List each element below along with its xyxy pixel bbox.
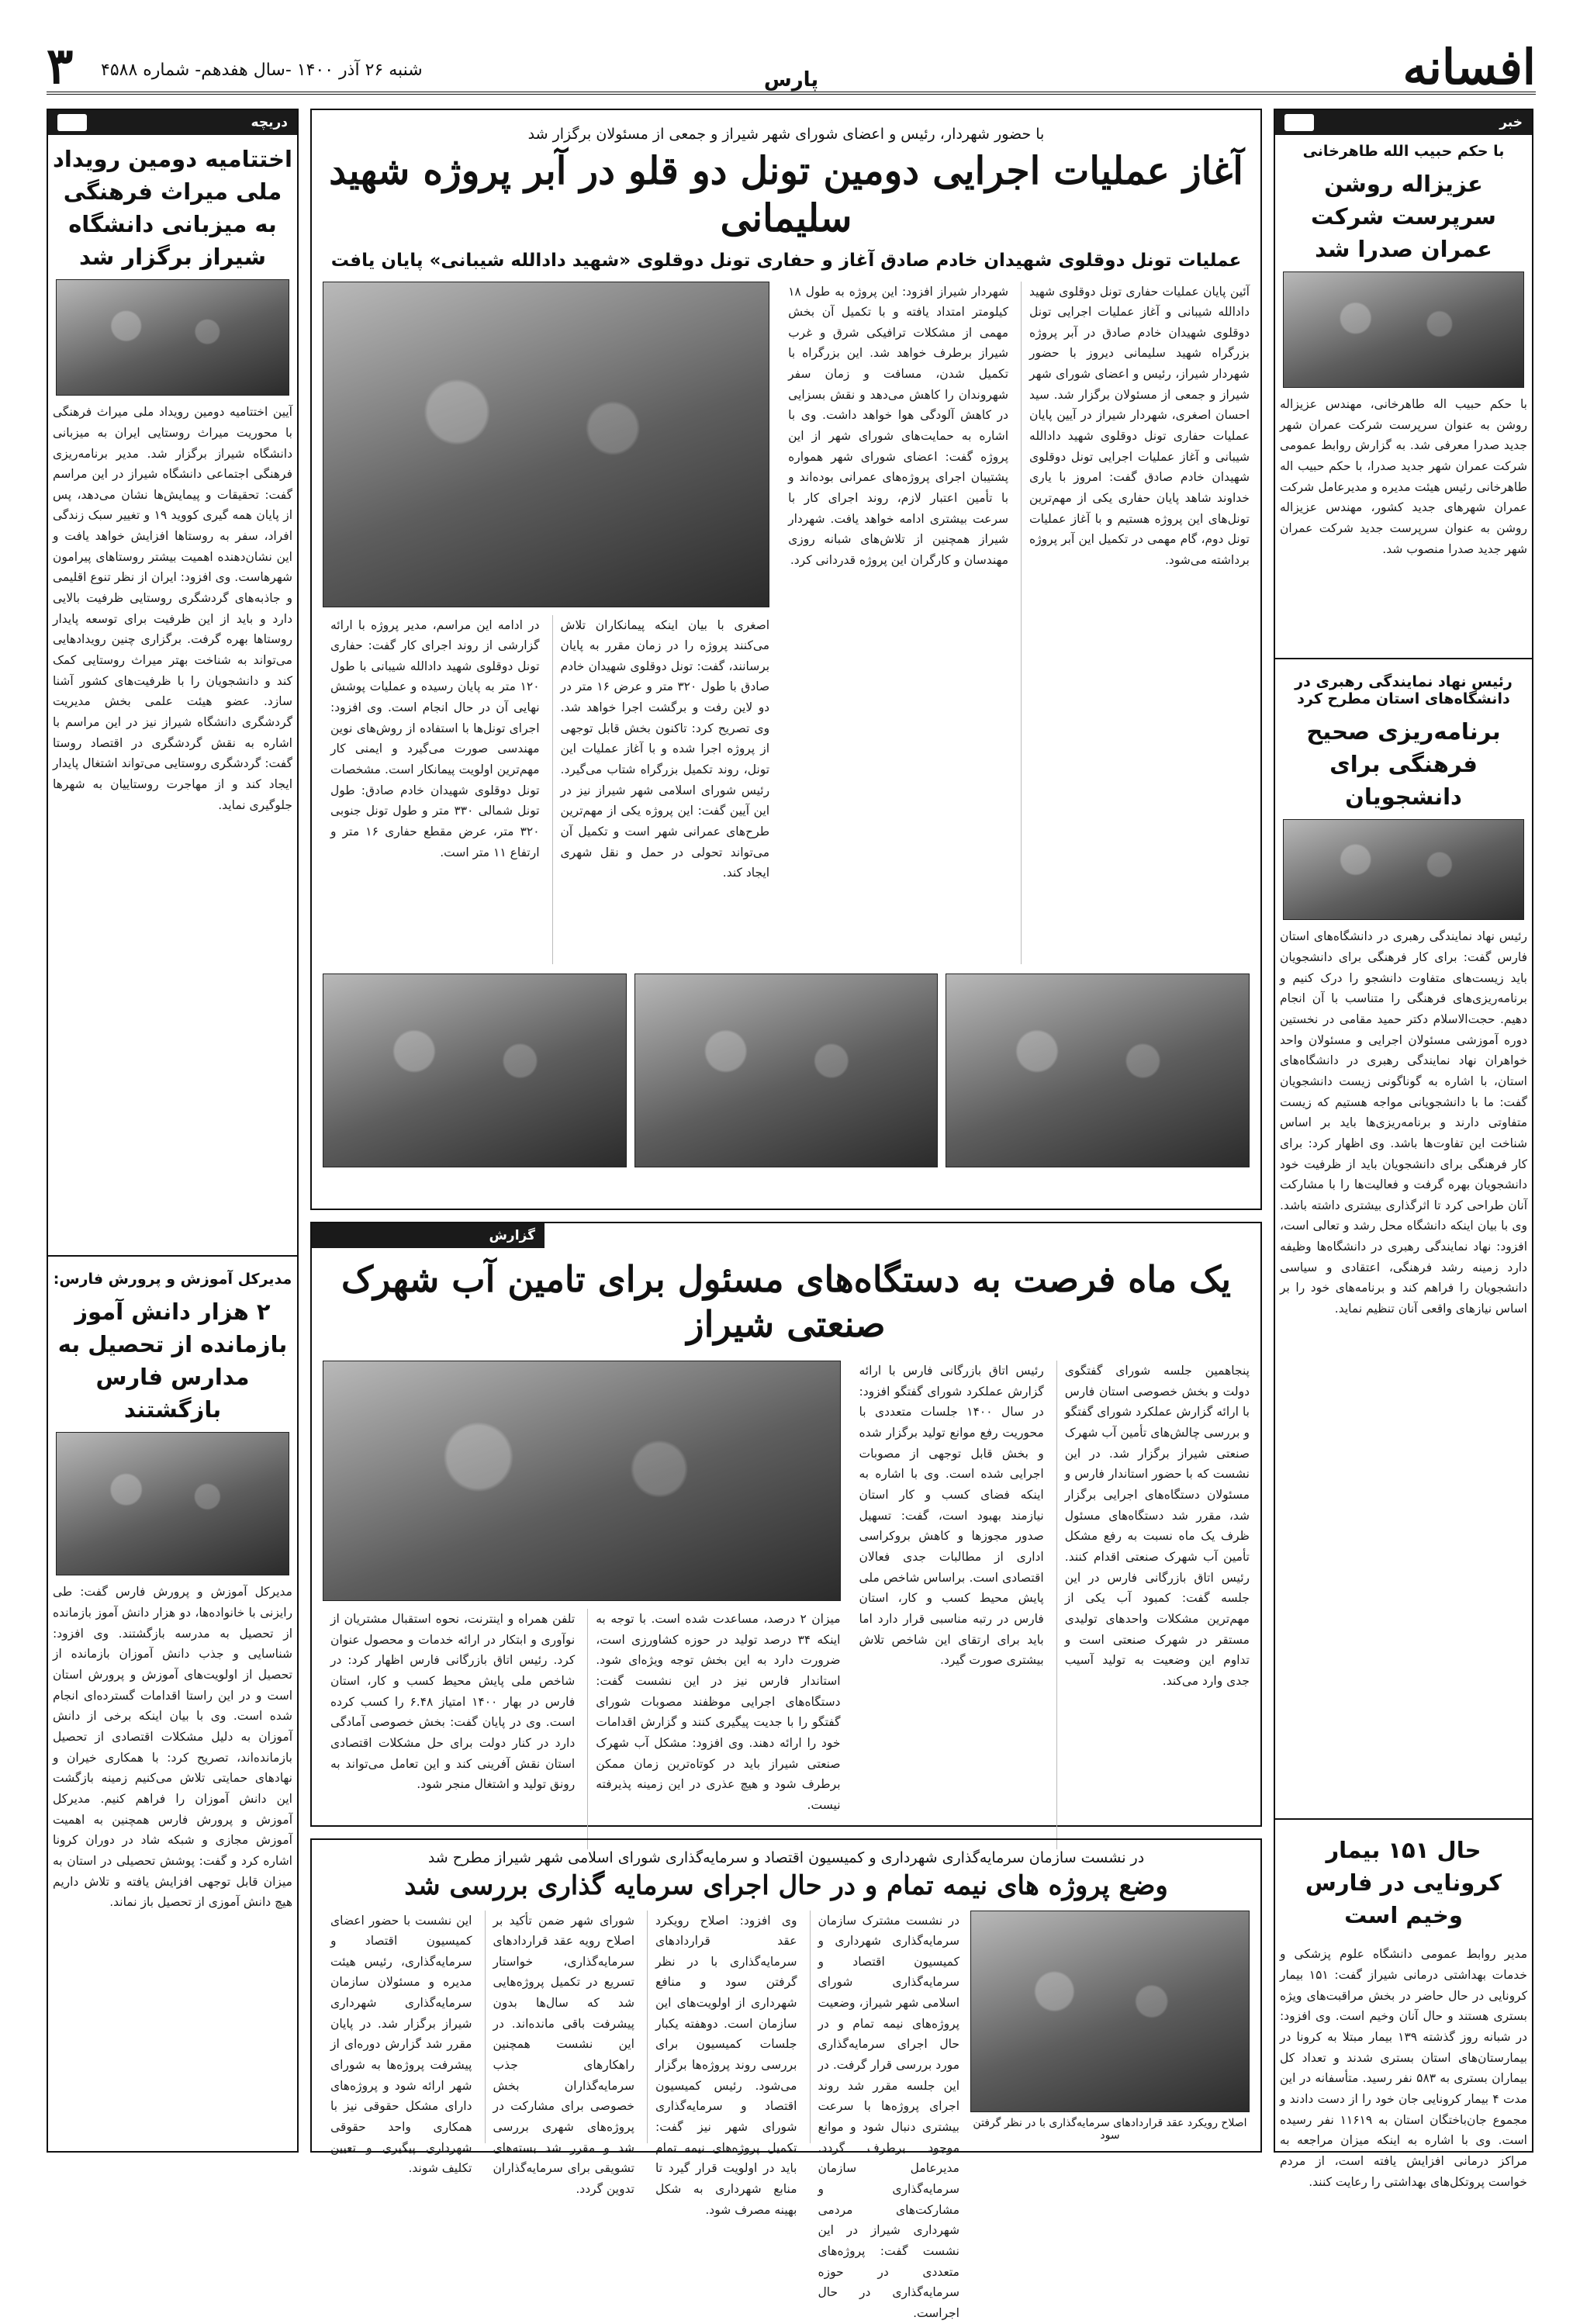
lead-article bbox=[310, 109, 1262, 1210]
lead-photo-group bbox=[323, 974, 627, 1167]
lead-photo-officials bbox=[323, 282, 769, 607]
story1-text: با حکم حبیب اله طاهرخانی، مهندس عزیزاله روشن به عنوان سرپرست شرکت عمران شهر جدید صدرا معرفی شد. به گزارش روابط عمومی شرکت عمران شهر جدید صدرا، با حکم حبیب اله طاهرخانی رئیس هیئت مدیره و مدیرعامل شرکت عمران شهرهای جدید کشور، مهندس عزیزاله روشن به عنوان سرپرست جدید شرکت عمران شهر جدید صدرا منصوب شد. bbox=[1280, 397, 1527, 556]
story2-kicker: رئیس نهاد نمایندگی رهبری در دانشگاه‌های استان مطرح کرد bbox=[1295, 673, 1513, 708]
portrait-photo bbox=[1283, 271, 1524, 388]
book-icon bbox=[57, 114, 87, 131]
lead-photo-crowd bbox=[946, 974, 1250, 1167]
story3-text: مدیر روابط عمومی دانشگاه علوم پزشکی و خدمات بهداشتی درمانی شیراز گفت: ۱۵۱ بیمار کرونایی در حال حاضر در بخش مراقبت‌های ویژه بستری هستند و حال آنان وخیم است. وی افزود: در شبانه روز گذشته ۱۳۹ بیمار مبتلا به کرونا در بیمارستان‌های استان بستری شدند و تعداد کل بیماران بستری به ۵۸۳ نفر رسید. متأسفانه در این مدت ۴ بیمار کرونایی جان خود را از دست دادند و مجموع جان‌باختگان استان به ۱۱۶۱۹ نفر رسیده است. وی با اشاره به اینکه میزان مراجعه به مراکز درمانی افزایش یافته است، از مردم خواست پروتکل‌های بهداشتی را رعایت کنند. bbox=[1280, 1947, 1527, 2189]
report-col-2: رئیس اتاق بازرگانی فارس با ارائه گزارش عملکرد شورای گفتگو افزود: در سال ۱۴۰۰ جلسات متعددی با محوریت رفع موانع تولید برگزار شده و بخش قابل توجهی از مصوبات اجرایی شده است. وی با اشاره به اینکه فضای کسب و کار استان نیازمند بهبود است، گفت: تسهیل صدور مجوزها و کاهش بروکراسی اداری از مطالبات جدی فعالان اقتصادی است. براساس شاخص ملی پایش محیط کسب و کار، استان فارس در رتبه مناسبی قرار دارد اما باید برای ارتقای این شاخص تلاش بیشتری صورت گیرد. bbox=[859, 1364, 1044, 1668]
right-column bbox=[1274, 109, 1533, 2189]
section-name: پارس bbox=[763, 68, 819, 92]
left-story1-text: آیین اختتامیه دومین رویداد ملی میراث فرهنگی با محوریت میراث روستایی ایران به میزبانی دانشگاه شیراز برگزار شد. مدیر برنامه‌ریزی فرهنگی اجتماعی دانشگاه شیراز در این مراسم گفت: تحقیقات و پیمایش‌ها نشان می‌دهد، پس از پایان همه گیری کووید ۱۹ و تغییر سبک زندگی افراد، سفر به روستاها افزایش خواهد یافت و این نشان‌دهنده اهمیت بیشتر روستاهای پیرامون شهرهاست. وی افزود: ایران از نظر تنوع اقلیمی و جاذبه‌های گردشگری روستایی ظرفیت بالایی دارد و باید از این ظرفیت برای توسعه پایدار روستاها بهره گرفت. برگزاری چنین رویدادهایی می‌تواند به شناخت بهتر میراث روستایی کمک کند و دانشجویان را با ظرفیت‌های کشور آشنا سازد. عضو هیئت علمی بخش مدیریت گردشگری دانشگاه شیراز نیز در این مراسم با اشاره به نقش گردشگری در اقتصاد روستا گفت: گردشگری روستایی می‌تواند اشتغال پایدار ایجاد کند و از مهاجرت روستاییان به شهرها جلوگیری نماید. bbox=[53, 405, 293, 812]
bottom-col-3: شورای شهر ضمن تأکید بر اصلاح رویه عقد قراردادهای سرمایه‌گذاری، خواستار تسریع در تکمیل پروژه‌هایی شد که سال‌ها بدون پیشرفت باقی مانده‌اند. در این نشست همچنین راهکارهای جذب سرمایه‌گذاران بخش خصوصی برای مشارکت در پروژه‌های شهری بررسی شد و مقرر شد بسته‌های تشویقی برای سرمایه‌گذاران تدوین گردد. bbox=[485, 1911, 635, 2143]
story2-text: رئیس نهاد نمایندگی رهبری در دانشگاه‌های استان فارس گفت: برای کار فرهنگی برای دانشجویان باید زیست‌های متفاوت دانشجو را درک کنیم و برنامه‌ریزی‌های فرهنگی را متناسب با آن انجام دهیم. حجت‌الاسلام دکتر حمید مقامی در نخستین دوره آموزشی مسئولان اجرایی و مسئولان واحد خواهران نهاد نمایندگی رهبری در دانشگاه‌های استان، با اشاره به گوناگونی زیست دانشجویان گفت: ما با دانشجویانی مواجه هستیم که زیست متفاوتی دارند و برنامه‌ریزی‌ها باید بر اساس شناخت این تفاوت‌ها باشد. وی اظهار کرد: برای کار فرهنگی برای دانشجویان باید از ظرفیت خود دانشجویان بهره گرفت و فعالیت‌ها را با مشارکت آنان طراحی کرد تا اثرگذاری بیشتری داشته باشد. وی با بیان اینکه دانشگاه محل رشد و تعالی است، افزود: نهاد نمایندگی رهبری در دانشگاه‌ها وظیفه دارد زمینه رشد فرهنگی، اعتقادی و سیاسی دانشجویان را فراهم کند و برنامه‌های خود را بر اساس نیازهای واقعی آنان تنظیم نماید. bbox=[1280, 929, 1527, 1316]
news-label-text: خبر bbox=[1499, 115, 1523, 130]
report-col-1: پنجاهمین جلسه شورای گفتگوی دولت و بخش خصوصی استان فارس با ارائه گزارش عملکرد شورای گفتگو و بررسی چالش‌های تأمین آب شهرک صنعتی شیراز برگزار شد. در این نشست که با حضور استاندار فارس و مسئولان دستگاه‌های اجرایی برگزار شد، مقرر شد دستگاه‌های مسئول ظرف یک ماه نسبت به رفع مشکل تأمین آب شهرک صنعتی اقدام کنند. رئیس اتاق بازرگانی فارس در این جلسه گفت: کمبود آب یکی از مهم‌ترین مشکلات واحدهای تولیدی مستقر در شهرک صنعتی است و تداوم این وضعیت به تولید آسیب جدی وارد می‌کند. bbox=[1056, 1361, 1250, 1849]
left-column bbox=[47, 109, 299, 2153]
ceremony-photo bbox=[56, 279, 289, 396]
report-article bbox=[310, 1222, 1262, 1827]
story1-kicker: با حکم حبیب الله طاهرخانی bbox=[1302, 143, 1505, 160]
bottom-col-1: در نشست مشترک سازمان سرمایه‌گذاری شهرداری و کمیسیون اقتصاد و سرمایه‌گذاری شورای اسلامی شهر شیراز، وضعیت پروژه‌های نیمه تمام و در حال اجرای سرمایه‌گذاری مورد بررسی قرار گرفت. در این جلسه مقرر شد روند اجرای پروژه‌ها با سرعت بیشتری دنبال شود و موانع موجود برطرف گردد. مدیرعامل سازمان سرمایه‌گذاری و مشارکت‌های مردمی شهرداری شیراز در این نشست گفت: پروژه‌های متعددی در حوزه سرمایه‌گذاری در حال اجراست. bbox=[810, 1911, 960, 2143]
bottom-col-4: این نشست با حضور اعضای کمیسیون اقتصاد و سرمایه‌گذاری، رئیس هیئت مدیره و مسئولان سازمان سرمایه‌گذاری شهرداری شیراز برگزار شد. در پایان مقرر شد گزارش دوره‌ای از پیشرفت پروژه‌ها به شورای شهر ارائه شود و پروژه‌های دارای مشکل حقوقی نیز با همکاری واحد حقوقی شهرداری پیگیری و تعیین تکلیف شوند. bbox=[330, 1913, 472, 2176]
bottom-caption: اصلاح رویکرد عقد قراردادهای سرمایه‌گذاری با در نظر گرفتن سود bbox=[973, 2116, 1247, 2142]
cleric-photo bbox=[1283, 819, 1524, 920]
newspaper-logo: افسانه bbox=[1402, 39, 1536, 95]
lead-kicker: با حضور شهردار، رئیس و اعضای شورای شهر شیراز و جمعی از مسئولان برگزار شد bbox=[527, 126, 1045, 143]
bottom-title: وضع پروژه های نیمه تمام و در حال اجرای سرمایه گذاری بررسی شد bbox=[404, 1870, 1168, 1901]
bottom-article bbox=[310, 1838, 1262, 2320]
lead-subtitle: عملیات تونل دوقلوی شهیدان خادم صادق آغاز و حفاری تونل دوقلوی «شهید دادالله شیبانی» پایان یافت bbox=[330, 250, 1242, 271]
window-label-text: دریچه bbox=[251, 115, 288, 130]
masthead bbox=[47, 39, 1536, 95]
lead-col-3: اصغری با بیان اینکه پیمانکاران تلاش می‌کنند پروژه را در زمان مقرر به پایان برسانند، گفت: تونل دوقلوی شهیدان خادم صادق با طول ۳۲۰ متر و عرض ۱۶ متر در دو لاین رفت و برگشت اجرا خواهد شد. وی تصریح کرد: تاکنون بخش قابل توجهی از پروژه اجرا شده و با آغاز عملیات این تونل، روند تکمیل بزرگراه شتاب می‌گیرد. رئیس شورای اسلامی شهر شیراز نیز در این آیین گفت: این پروژه یکی از مهم‌ترین طرح‌های عمرانی شهر است و تکمیل آن می‌تواند تحولی در حمل و نقل شهری ایجاد کند. bbox=[552, 615, 770, 964]
left-story2-kicker: مدیرکل آموزش و پرورش فارس: bbox=[53, 1271, 292, 1288]
report-photo-industrial bbox=[323, 1361, 841, 1601]
lead-col-4: در ادامه این مراسم، مدیر پروژه با ارائه گزارشی از روند اجرای کار گفت: حفاری تونل دوقلوی شهید دادالله شیبانی با طول ۱۲۰ متر به پایان رسیده و عملیات پوشش نهایی آن در حال انجام است. وی افزود: اجرای تونل‌ها با استفاده از روش‌های نوین مهندسی صورت می‌گیرد و ایمنی کار مهم‌ترین اولویت پیمانکار است. مشخصات تونل دوقلوی شهیدان خادم صادق: طول تونل شمالی ۳۳۰ متر و طول تونل جنوبی ۳۲۰ متر، عرض مقطع حفاری ۱۶ متر و ارتفاع ۱۱ متر است. bbox=[330, 617, 540, 859]
bottom-kicker: در نشست سازمان سرمایه‌گذاری شهرداری و کمیسیون اقتصاد و سرمایه‌گذاری شورای اسلامی شهر شیراز مطرح شد bbox=[427, 1849, 1145, 1866]
lead-photo-tunnel bbox=[634, 974, 939, 1167]
report-label bbox=[312, 1223, 545, 1248]
story1-title: عزیزاله روشن سرپرست شرکت عمران صدرا شد bbox=[1311, 171, 1496, 263]
report-col-3: میزان ۲ درصد، مساعدت شده است. با توجه به اینکه ۳۴ درصد تولید در حوزه کشاورزی است، ضرورت دارد به این بخش توجه ویژه‌ای شود. استاندار فارس نیز در این نشست گفت: دستگاه‌های اجرایی موظفند مصوبات شورای گفتگو را با جدیت پیگیری کنند و گزارش اقدامات خود را ارائه دهند. وی افزود: مشکل آب شهرک صنعتی شیراز باید در کوتاه‌ترین زمان ممکن برطرف شود و هیچ عذری در این زمینه پذیرفته نیست. bbox=[587, 1609, 840, 1849]
lead-title: آغاز عملیات اجرایی دومین تونل دو قلو در آبر پروژه شهید سلیمانی bbox=[329, 148, 1243, 241]
lead-col-1: آئین پایان عملیات حفاری تونل دوقلوی شهید دادالله شیبانی و آغاز عملیات اجرایی تونل دوقلوی شهیدان خادم صادق در آبر پروژه بزرگراه شهید سلیمانی دیروز با حضور شهردار شیراز، رئیس و اعضای شورای شهر شیراز و جمعی از مسئولان برگزار شد. سید احسان اصغری، شهردار شیراز در آیین پایان عملیات حفاری تونل دوقلوی شهید دادالله شیبانی و آغاز عملیات اجرایی تونل دوقلوی شهیدان خادم صادق گفت: امروز با یاری خداوند شاهد پایان حفاری یکی از مهم‌ترین تونل‌های این پروژه هستیم و با آغاز عملیات تونل دوم، گام مهمی در تکمیل این آبر پروژه برداشته می‌شود. bbox=[1021, 282, 1250, 964]
report-label-text: گزارش bbox=[489, 1228, 535, 1243]
divider bbox=[1275, 658, 1532, 659]
news-icon bbox=[1284, 114, 1314, 131]
report-title: یک ماه فرصت به دستگاه‌های مسئول برای تامین آب شهرک صنعتی شیراز bbox=[341, 1258, 1232, 1345]
lead-col-2: شهردار شیراز افزود: این پروژه به طول ۱۸ کیلومتر امتداد یافته و با تکمیل آن بخش مهمی از مشکلات ترافیکی شرق و غرب شیراز برطرف خواهد شد. این بزرگراه با تکمیل شدن، مسافت و زمان سفر شهروندان را کاهش می‌دهد و نقش بسزایی در کاهش آلودگی هوا خواهد داشت. وی با اشاره به حمایت‌های شورای شهر از این پروژه گفت: اعضای شورای شهر همواره پشتیبان اجرای پروژه‌های عمرانی بوده‌اند و با تأمین اعتبار لازم، روند اجرای کار با سرعت بیشتری ادامه خواهد یافت. شهردار شیراز همچنین از تلاش‌های شبانه روزی مهندسان و کارگران این پروژه قدردانی کرد. bbox=[788, 284, 1009, 568]
story3-title: حال ۱۵۱ بیمار کرونایی در فارس وخیم است bbox=[1305, 1837, 1502, 1929]
divider bbox=[48, 1255, 297, 1257]
bottom-col-2: وی افزود: اصلاح رویکرد عقد قراردادهای سرمایه‌گذاری با در نظر گرفتن سود و منافع شهرداری از اولویت‌های این سازمان است. دوهفته یکبار جلسات کمیسیون برای بررسی روند پروژه‌ها برگزار می‌شود. رئیس کمیسیون اقتصاد و سرمایه‌گذاری شورای شهر نیز گفت: تکمیل پروژه‌های نیمه تمام باید در اولویت قرار گیرد تا منابع شهرداری به شکل بهینه مصرف شود. bbox=[647, 1911, 797, 2143]
divider bbox=[1275, 1818, 1532, 1820]
official-photo bbox=[56, 1432, 289, 1575]
left-story1-title: اختتامیه دومین رویداد ملی میراث فرهنگی به میزبانی دانشگاه شیراز برگزار شد bbox=[53, 146, 292, 271]
page-number: ۳ bbox=[47, 37, 74, 95]
left-story2-title: ۲ هزار دانش آموز بازمانده از تحصیل به مدارس فارس بازگشتند bbox=[57, 1299, 288, 1423]
date-line: شنبه ۲۶ آذر ۱۴۰۰ -سال هفدهم- شماره ۴۵۸۸ bbox=[101, 61, 423, 80]
window-label bbox=[48, 110, 297, 135]
bottom-photo-meeting bbox=[970, 1911, 1250, 2112]
news-label bbox=[1275, 110, 1532, 135]
story2-title: برنامه‌ریزی صحیح فرهنگی برای دانشجویان bbox=[1306, 718, 1501, 811]
report-col-4: تلفن همراه و اینترنت، نحوه استقبال مشتریان از نوآوری و ابتکار در ارائه خدمات و محصول عنوان کرد. رئیس اتاق بازرگانی فارس اظهار کرد: در شاخص ملی پایش محیط کسب و کار، استان فارس در بهار ۱۴۰۰ امتیاز ۶.۴۸ را کسب کرده است. وی در پایان گفت: بخش خصوصی آمادگی دارد در کنار دولت برای حل مشکلات اقتصادی استان نقش آفرینی کند و این تعامل می‌تواند به رونق تولید و اشتغال منجر شود. bbox=[330, 1612, 576, 1792]
left-story2-text: مدیرکل آموزش و پرورش فارس گفت: طی رایزنی با خانواده‌ها، دو هزار دانش آموز بازمانده از تحصیل به مدرسه بازگشتند. وی افزود: شناسایی و جذب دانش آموزان بازمانده از تحصیل از اولویت‌های آموزش و پرورش استان است و در این راستا اقدامات گسترده‌ای انجام شده است. وی با بیان اینکه برخی از دانش آموزان به دلیل مشکلات اقتصادی از تحصیل بازمانده‌اند، تصریح کرد: با همکاری خیران و نهادهای حمایتی تلاش می‌کنیم زمینه بازگشت این دانش آموزان را فراهم کنیم. مدیرکل آموزش و پرورش فارس همچنین به اهمیت آموزش مجازی و شبکه شاد در دوران کرونا اشاره کرد و گفت: پوشش تحصیلی در استان به میزان قابل توجهی افزایش یافته و تلاش داریم هیچ دانش آموزی از تحصیل باز نماند. bbox=[53, 1585, 292, 1910]
